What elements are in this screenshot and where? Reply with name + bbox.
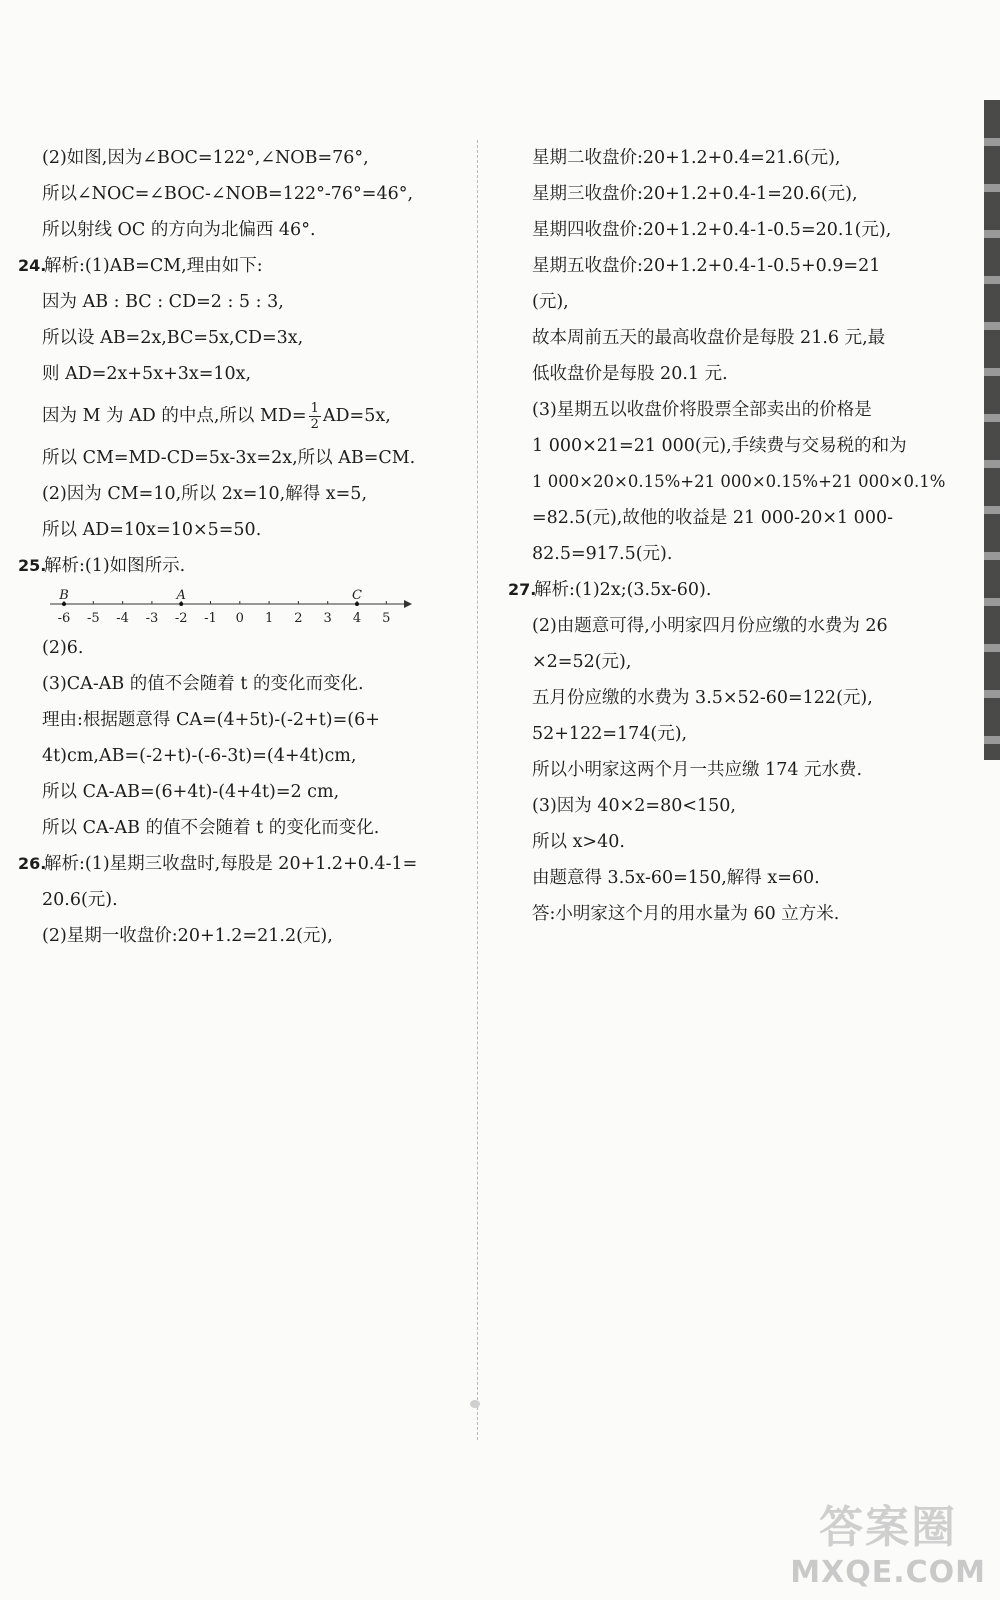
q24-line: 解析:(1)AB=CM,理由如下: [44, 256, 263, 276]
arrow-head-icon [404, 600, 412, 608]
number-line-tick-label: 2 [294, 611, 303, 626]
number-line [42, 588, 412, 630]
fraction-numerator: 1 [310, 401, 319, 416]
right-column [508, 140, 956, 932]
q24-line: 所以 CM=MD-CD=5x-3x=2x,所以 AB=CM. [42, 448, 416, 468]
q27-line: 五月份应缴的水费为 3.5×52-60=122(元), [532, 688, 873, 708]
number-line-tick-label: 3 [323, 611, 332, 626]
q26-header [18, 846, 468, 882]
fraction-denominator: 2 [310, 417, 319, 432]
q27-line: (2)由题意可得,小明家四月份应缴的水费为 26 [532, 616, 888, 636]
number-line-tick-label: 1 [264, 611, 274, 626]
q27-number: 27. [508, 580, 537, 599]
q26-line: 82.5=917.5(元). [532, 544, 673, 564]
q24-header [18, 248, 468, 284]
q26-line: 星期五收盘价:20+1.2+0.4-1-0.5+0.9=21 [532, 256, 881, 276]
q23-line: (2)如图,因为∠BOC=122°,∠NOB=76°, [42, 148, 369, 168]
number-line-tick-label: -5 [86, 611, 100, 626]
q26-line: 1 000×21=21 000(元),手续费与交易税的和为 [532, 436, 907, 456]
q26-number: 26. [18, 854, 47, 873]
q27-line: 52+122=174(元), [532, 724, 688, 744]
number-line-tick-label: -1 [204, 611, 217, 626]
q24-line: (2)因为 CM=10,所以 2x=10,解得 x=5, [42, 484, 368, 504]
page-edge-tabs [984, 100, 1000, 760]
q27-header [508, 572, 956, 608]
number-line-tick-label: -2 [174, 611, 188, 626]
q24-line: 所以 AD=10x=10×5=50. [42, 520, 262, 540]
q27-line: ×2=52(元), [532, 652, 632, 672]
q26-line: 1 000×20×0.15%+21 000×0.15%+21 000×0.1% [532, 472, 946, 491]
q27-line: 所以 x>40. [532, 832, 625, 852]
q27-line: 解析:(1)2x;(3.5x-60). [534, 580, 712, 600]
q23-line: 所以射线 OC 的方向为北偏西 46°. [42, 220, 316, 240]
q24-text: AD=5x, [322, 406, 391, 426]
q25-line: 所以 CA-AB 的值不会随着 t 的变化而变化. [42, 818, 380, 838]
page-mark [470, 1400, 480, 1408]
q27-line: 由题意得 3.5x-60=150,解得 x=60. [532, 868, 820, 888]
number-line-tick-label: -4 [116, 611, 129, 626]
column-divider [477, 140, 478, 1440]
q25-line: 解析:(1)如图所示. [44, 556, 186, 576]
watermark-text: 答案圈 [819, 1502, 958, 1553]
number-line-point-label: A [176, 588, 186, 603]
q24-line: 则 AD=2x+5x+3x=10x, [42, 364, 252, 384]
number-line-tick-label: -3 [145, 611, 159, 626]
q24-fraction-line [18, 392, 468, 440]
q26-line: 故本周前五天的最高收盘价是每股 21.6 元,最 [532, 328, 886, 348]
number-line-tick-label: 0 [235, 611, 244, 626]
q24-line: 所以设 AB=2x,BC=5x,CD=3x, [42, 328, 304, 348]
number-line-tick-label: -6 [57, 611, 71, 626]
q25-line: 所以 CA-AB=(6+4t)-(4+4t)=2 cm, [42, 782, 340, 802]
left-column [18, 140, 468, 954]
q25-line: (3)CA-AB 的值不会随着 t 的变化而变化. [42, 674, 364, 694]
q26-line: 低收盘价是每股 20.1 元. [532, 364, 728, 384]
number-line-point-label: B [59, 588, 69, 603]
q23-line: 所以∠NOC=∠BOC-∠NOB=122°-76°=46°, [42, 184, 414, 204]
q26-line: 解析:(1)星期三收盘时,每股是 20+1.2+0.4-1= [44, 854, 418, 874]
q27-line: 答:小明家这个月的用水量为 60 立方米. [532, 904, 840, 924]
number-line-tick-label: 4 [352, 611, 362, 626]
q25-number: 25. [18, 556, 47, 575]
q26-line: (2)星期一收盘价:20+1.2=21.2(元), [42, 926, 333, 946]
q26-line: 星期四收盘价:20+1.2+0.4-1-0.5=20.1(元), [532, 220, 892, 240]
q24-line: 因为 AB : BC : CD=2 : 5 : 3, [42, 292, 284, 312]
q26-line: (3)星期五以收盘价将股票全部卖出的价格是 [532, 400, 872, 420]
q26-line: 20.6(元). [42, 890, 118, 910]
number-line-tick-label: 5 [382, 611, 391, 626]
q26-line: =82.5(元),故他的收益是 21 000-20×1 000- [532, 508, 893, 528]
q25-header [18, 548, 468, 584]
watermark-url: MXQE.COM [790, 1555, 986, 1590]
watermark-logo [790, 1491, 986, 1590]
q24-text: 因为 M 为 AD 的中点,所以 MD= [42, 406, 307, 426]
q27-line: (3)因为 40×2=80<150, [532, 796, 736, 816]
q25-line: (2)6. [42, 638, 84, 658]
q26-line: 星期三收盘价:20+1.2+0.4-1=20.6(元), [532, 184, 858, 204]
q27-line: 所以小明家这两个月一共应缴 174 元水费. [532, 760, 863, 780]
q24-number: 24. [18, 256, 47, 275]
fraction [309, 401, 321, 432]
number-line-point-label: C [352, 588, 362, 603]
q25-line: 4t)cm,AB=(-2+t)-(-6-3t)=(4+4t)cm, [42, 746, 357, 766]
q26-line: (元), [532, 292, 569, 312]
q25-line: 理由:根据题意得 CA=(4+5t)-(-2+t)=(6+ [42, 710, 380, 730]
q26-line: 星期二收盘价:20+1.2+0.4=21.6(元), [532, 148, 841, 168]
